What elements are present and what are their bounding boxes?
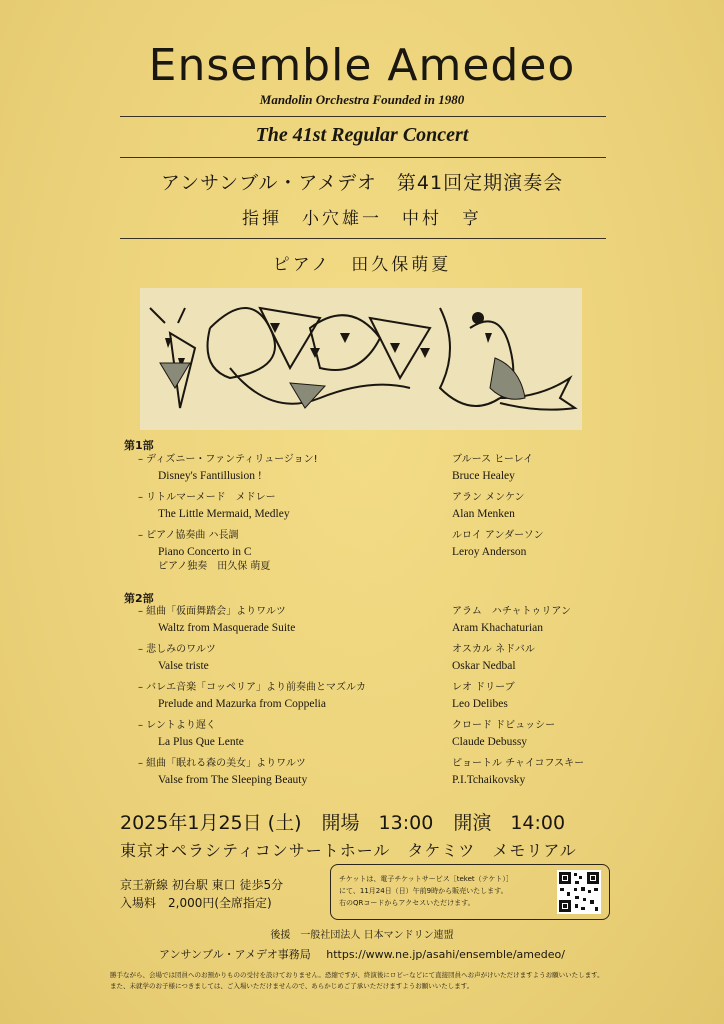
access-line: 京王新線 初台駅 東口 徒歩5分 [120,878,284,892]
composer-jp: ルロイ アンダーソン [452,530,544,541]
note-line: 勝手ながら、会場では団員へのお預かりものの受付を設けておりません。恐縮ですが、終演後にロビーなどにて直接団員へお声がけいただけますようお願いいたします。 [110,971,604,979]
composer-jp: ブルース ヒーレイ [452,454,534,465]
doors-open: 開場 13:00 [321,812,434,834]
composer-en: Alan Menken [452,508,515,520]
start-time: 開演 14:00 [453,812,566,834]
composer [452,528,544,560]
composer-en: Leroy Anderson [452,546,527,558]
piece-title-en: Disney's Fantillusion ! [158,470,262,482]
piece-title-jp: – ディズニー・ファンティリュージョン! [138,454,318,465]
ticket-text [339,873,554,909]
composer-en: Leo Delibes [452,698,508,710]
composer [452,642,535,674]
composer-jp: クロード ドビュッシー [452,720,556,731]
divider-rule [120,157,606,158]
concert-title-en: The 41st Regular Concert [255,124,469,146]
illustration [140,288,582,430]
piece-title-jp: – バレエ音楽「コッペリア」より前奏曲とマズルカ [138,682,366,693]
piece-title-en: Prelude and Mazurka from Coppelia [158,698,326,710]
piece-title-en: Piano Concerto in C [158,546,252,558]
piece-title-jp: – リトルマーメード メドレー [138,492,276,503]
composer-en: P.I.Tchaikovsky [452,774,526,786]
concert-title-jp: アンサンブル・アメデオ 第41回定期演奏会 [160,172,564,194]
composer-jp: アラム ハチャトゥリアン [452,606,571,617]
composer-jp: オスカル ネドバル [452,644,535,655]
sponsor-line: 後援 一般社団法人 日本マンドリン連盟 [270,930,454,941]
venue: 東京オペラシティコンサートホール タケミツ メモリアル [120,841,577,860]
piece-title-jp: – 組曲「仮面舞踏会」よりワルツ [138,606,286,617]
piece-title-en: Valse triste [158,660,209,672]
ensemble-title: Ensemble Amedeo [148,40,576,91]
program-item [138,490,598,522]
part2-title: 第2部 [124,592,154,605]
composer-en: Bruce Healey [452,470,515,482]
ticket-line: にて、11月24日（日）午前9時から販売いたします。 [339,887,508,895]
composer-jp: アラン メンケン [452,492,525,503]
ticket-info-box [330,864,610,920]
piece-title-jp: – ピアノ協奏曲 ハ長調 [138,530,239,541]
office-name: アンサンブル・アメデオ事務局 [159,948,311,961]
composer-jp: ピョートル チャイコフスキー [452,758,585,769]
access-info [120,876,283,912]
composer-en: Aram Khachaturian [452,622,544,634]
composer [452,452,533,484]
composer-en: Oskar Nedbal [452,660,516,672]
composer [452,756,584,788]
office-line [0,946,724,962]
composer-en: Claude Debussy [452,736,528,748]
website-link[interactable]: https://www.ne.jp/asahi/ensemble/amedeo/ [326,948,565,961]
illustration-drawing [140,288,582,430]
soloist-line: ピアノ独奏 田久保 萌夏 [158,561,271,572]
ticket-line: 右のQRコードからアクセスいただけます。 [339,899,475,907]
piece-title-en: Waltz from Masquerade Suite [158,622,296,634]
piece-title-en: La Plus Que Lente [158,736,244,748]
part1-title: 第1部 [124,439,154,452]
composer [452,490,524,522]
piece-title-en: The Little Mermaid, Medley [158,508,290,520]
date-time-line [120,808,610,835]
ticket-line: チケットは、電子チケットサービス［teket（テケト）］ [339,875,513,883]
pianist-line: ピアノ 田久保萌夏 [272,255,452,275]
divider-rule [120,116,606,117]
composer-jp: レオ ドリーブ [452,682,515,693]
composer [452,718,555,750]
program-item [138,680,598,712]
composer [452,680,515,712]
composer [452,604,571,636]
piece-title-jp: – レントより遅く [138,720,216,731]
ensemble-subtitle: Mandolin Orchestra Founded in 1980 [259,92,465,107]
note-line: また、未就学のお子様につきましては、ご入場いただけませんので、あらかじめご了承いただけますようお願いいたします。 [110,982,474,990]
event-date: 2025年1月25日 (土) [120,812,302,834]
conductor-line: 指揮 小穴雄一 中村 亨 [242,209,482,229]
piece-title-en: Valse from The Sleeping Beauty [158,774,308,786]
qr-code-icon[interactable] [557,870,601,914]
piece-title-jp: – 組曲「眠れる森の美女」よりワルツ [138,758,306,769]
divider-rule [120,238,606,239]
admission-fee: 入場料 2,000円(全席指定) [120,896,272,910]
piece-title-jp: – 悲しみのワルツ [138,644,216,655]
notes [110,970,670,992]
